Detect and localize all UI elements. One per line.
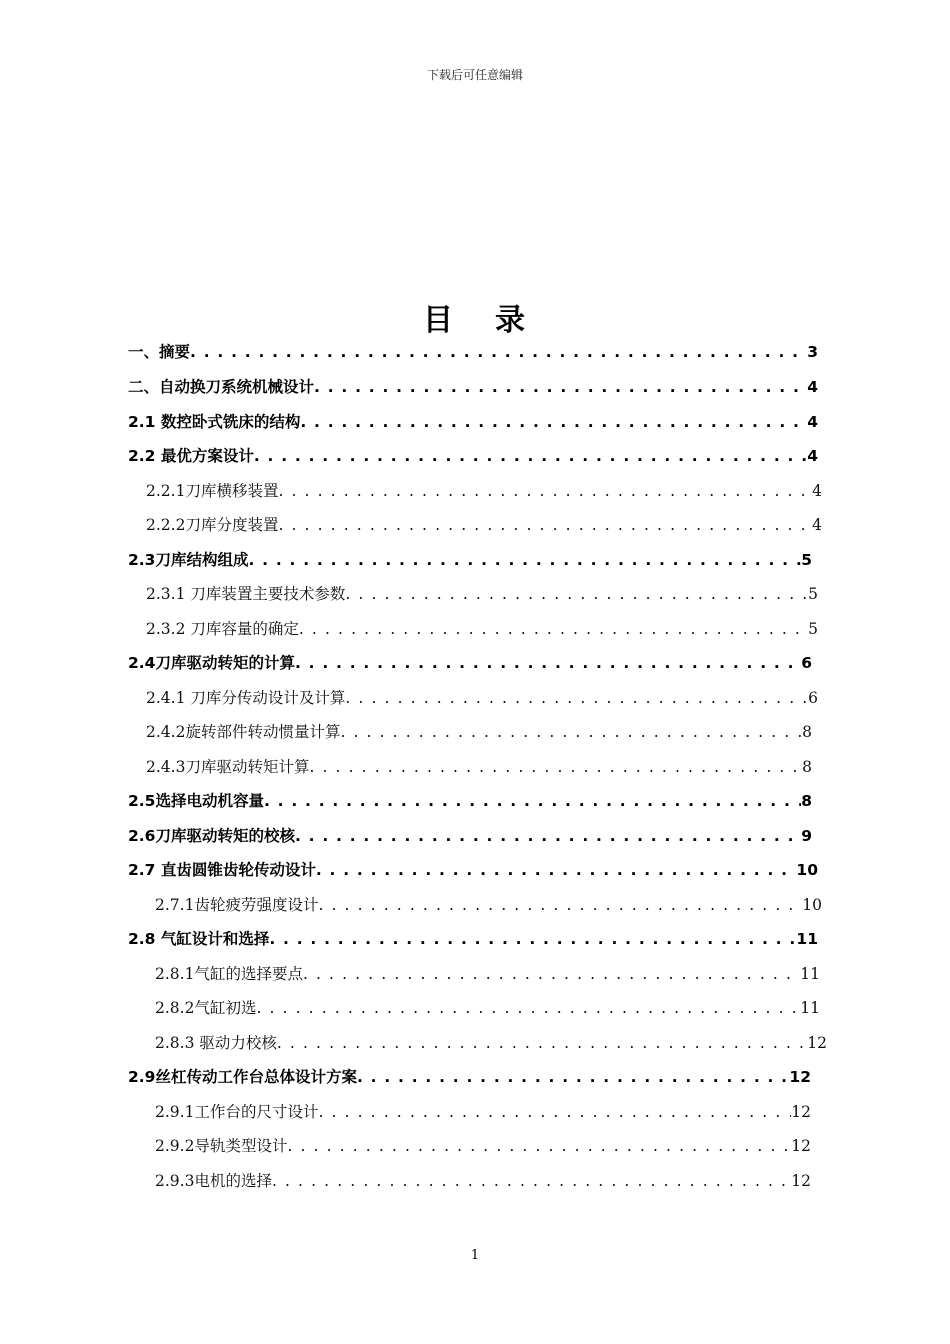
dot-leader (316, 861, 797, 879)
toc-entry-text: 2.7 直齿圆锥齿轮传动设计 (128, 861, 316, 879)
toc-entry[interactable] (128, 789, 812, 815)
dot-leader (287, 1137, 791, 1155)
toc-entry-text: 2.2.2刀库分度装置 (146, 516, 279, 534)
toc-entry-page: 11 (800, 999, 820, 1017)
toc-entry[interactable] (128, 1065, 811, 1091)
page-header: 下载后可任意编辑 (426, 68, 523, 82)
toc-entry-text: 2.9.2导轨类型设计 (155, 1137, 288, 1155)
toc-entry-text: 2.4.2旋转部件转动惯量计算 (146, 723, 341, 741)
toc-entry[interactable] (146, 686, 818, 712)
toc-entry-text: 2.1 数控卧式铣床的结构 (128, 413, 301, 431)
toc-entry-text: 2.8.2气缸初选 (155, 999, 257, 1017)
toc-entry-text: 2.9丝杠传动工作台总体设计方案 (128, 1068, 357, 1086)
dot-leader (278, 516, 812, 534)
title-char-2: 录 (495, 303, 527, 338)
toc-entry-page: 3 (807, 343, 818, 361)
dot-leader (264, 792, 801, 810)
toc-entry-page: 11 (800, 965, 820, 983)
toc-entry[interactable] (155, 996, 820, 1022)
page-number: 1 (470, 1248, 480, 1263)
dot-leader (295, 654, 801, 672)
toc-entry-text: 一、摘要 (128, 343, 191, 361)
dot-leader (345, 585, 808, 603)
toc-entry[interactable] (146, 479, 822, 505)
dot-leader (300, 413, 807, 431)
toc-entry-page: 12 (789, 1068, 811, 1086)
dot-leader (303, 965, 800, 983)
toc-entry-page: 12 (807, 1034, 827, 1052)
toc-entry-page: 11 (796, 930, 818, 948)
toc-entry-page: 8 (802, 758, 812, 776)
toc-entry-page: 4 (807, 378, 818, 396)
toc-entry-text: 2.2 最优方案设计 (128, 447, 254, 465)
toc-entry[interactable] (146, 582, 818, 608)
toc-entry[interactable] (155, 1100, 811, 1126)
toc-entry-page: 6 (801, 654, 812, 672)
dot-leader (295, 827, 801, 845)
toc-entry-text: 2.4.3刀库驱动转矩计算 (146, 758, 310, 776)
toc-entry[interactable] (146, 617, 818, 643)
dot-leader (309, 758, 802, 776)
toc-entry-page: 5 (808, 585, 818, 603)
toc-entry[interactable] (128, 375, 818, 401)
toc-entry[interactable] (128, 548, 812, 574)
toc-entry-page: 6 (808, 689, 818, 707)
dot-leader (272, 1172, 791, 1190)
toc-entry-page: 4 (807, 447, 818, 465)
toc-entry[interactable] (128, 858, 818, 884)
toc-entry-page: 10 (802, 896, 822, 914)
toc-entry[interactable] (128, 340, 818, 366)
toc-entry[interactable] (155, 893, 822, 919)
toc-entry-page: 4 (812, 516, 822, 534)
toc-entry[interactable] (128, 651, 812, 677)
toc-entry-page: 4 (807, 413, 818, 431)
toc-entry-text: 2.4.1 刀库分传动设计及计算 (146, 689, 346, 707)
toc-entry-page: 8 (801, 792, 812, 810)
dot-leader (299, 620, 808, 638)
toc-entry-text: 2.8.3 驱动力校核 (155, 1034, 277, 1052)
dot-leader (318, 896, 802, 914)
dot-leader (314, 378, 807, 396)
dot-leader (277, 1034, 807, 1052)
toc-entry[interactable] (128, 410, 818, 436)
toc-entry-page: 12 (791, 1137, 811, 1155)
toc-entry-text: 2.3刀库结构组成 (128, 551, 249, 569)
title-char-1: 目 (423, 303, 455, 338)
dot-leader (345, 689, 808, 707)
dot-leader (357, 1068, 789, 1086)
toc-entry-text: 二、自动换刀系统机械设计 (128, 378, 315, 396)
toc-entry-page: 10 (796, 861, 818, 879)
toc-entry-text: 2.9.1工作台的尺寸设计 (155, 1103, 319, 1121)
dot-leader (278, 482, 812, 500)
toc-entry-text: 2.5选择电动机容量 (128, 792, 264, 810)
dot-leader (269, 930, 796, 948)
toc-entry[interactable] (155, 962, 820, 988)
toc-entry[interactable] (128, 444, 818, 470)
dot-leader (340, 723, 802, 741)
toc-entry-page: 4 (812, 482, 822, 500)
dot-leader (254, 447, 807, 465)
toc-entry[interactable] (146, 755, 812, 781)
dot-leader (248, 551, 801, 569)
toc-entry[interactable] (146, 720, 812, 746)
toc-entry[interactable] (155, 1134, 811, 1160)
toc-entry-page: 12 (791, 1172, 811, 1190)
toc-entry-page: 8 (802, 723, 812, 741)
toc-entry-text: 2.8 气缸设计和选择 (128, 930, 270, 948)
toc-entry-text: 2.3.1 刀库装置主要技术参数 (146, 585, 346, 603)
toc-entry-text: 2.4刀库驱动转矩的计算 (128, 654, 295, 672)
toc-entry-text: 2.8.1气缸的选择要点 (155, 965, 303, 983)
toc-entry-page: 5 (801, 551, 812, 569)
toc-entry-text: 2.7.1齿轮疲劳强度设计 (155, 896, 319, 914)
toc-entry-text: 2.3.2 刀库容量的确定 (146, 620, 299, 638)
toc-entry[interactable] (128, 824, 812, 850)
toc-entry-page: 9 (801, 827, 812, 845)
toc-entry[interactable] (155, 1169, 811, 1195)
dot-leader (256, 999, 800, 1017)
toc-entry[interactable] (146, 513, 822, 539)
toc-entry-text: 2.6刀库驱动转矩的校核 (128, 827, 295, 845)
toc-entry-text: 2.2.1刀库横移装置 (146, 482, 279, 500)
dot-leader (318, 1103, 791, 1121)
toc-entry-page: 5 (808, 620, 818, 638)
toc-title (0, 295, 950, 339)
toc-entry[interactable] (155, 1031, 827, 1057)
dot-leader (190, 343, 807, 361)
toc-entry[interactable] (128, 927, 818, 953)
toc-entry-text: 2.9.3电机的选择 (155, 1172, 272, 1190)
toc-entry-page: 12 (791, 1103, 811, 1121)
